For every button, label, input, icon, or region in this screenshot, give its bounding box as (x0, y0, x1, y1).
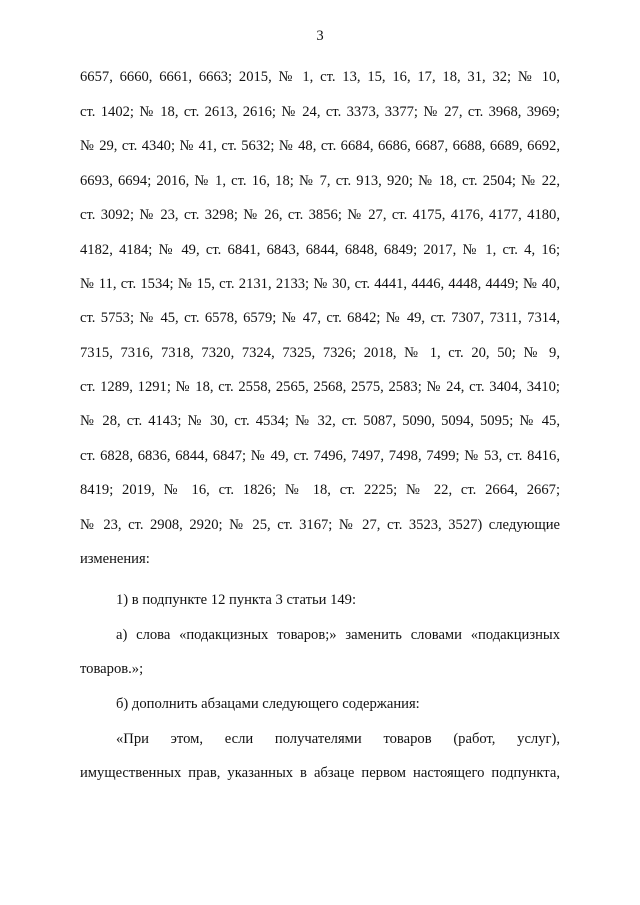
text-line: 8419; 2019, № 16, ст. 1826; № 18, ст. 2225; № 22, ст. 2664, 2667; (80, 482, 560, 498)
text-line: «При этом, если получателями товаров (работ, услуг), (116, 731, 560, 747)
text-line: 7315, 7316, 7318, 7320, 7324, 7325, 7326; 2018, № 1, ст. 20, 50; № 9, (80, 345, 560, 361)
text-line: ст. 1289, 1291; № 18, ст. 2558, 2565, 2568, 2575, 2583; № 24, ст. 3404, 3410; (80, 379, 560, 395)
text-line: товаров.»; (80, 661, 144, 677)
text-line: изменения: (80, 551, 150, 567)
text-line: № 29, ст. 4340; № 41, ст. 5632; № 48, ст. 6684, 6686, 6687, 6688, 6689, 6692, (80, 138, 560, 154)
text-line: а) слова «подакцизных товаров;» заменить словами «подакцизных (116, 627, 560, 643)
text-line: имущественных прав, указанных в абзаце первом настоящего подпункта, (80, 765, 560, 781)
text-line: ст. 5753; № 45, ст. 6578, 6579; № 47, ст. 6842; № 49, ст. 7307, 7311, 7314, (80, 310, 560, 326)
text-line: № 28, ст. 4143; № 30, ст. 4534; № 32, ст. 5087, 5090, 5094, 5095; № 45, (80, 413, 560, 429)
text-line: № 23, ст. 2908, 2920; № 25, ст. 3167; № 27, ст. 3523, 3527) следующие (80, 517, 560, 533)
text-line: ст. 3092; № 23, ст. 3298; № 26, ст. 3856; № 27, ст. 4175, 4176, 4177, 4180, (80, 207, 560, 223)
text-line: 6657, 6660, 6661, 6663; 2015, № 1, ст. 13, 15, 16, 17, 18, 31, 32; № 10, (80, 69, 560, 85)
text-line: ст. 6828, 6836, 6844, 6847; № 49, ст. 7496, 7497, 7498, 7499; № 53, ст. 8416, (80, 448, 560, 464)
text-line: № 11, ст. 1534; № 15, ст. 2131, 2133; № 30, ст. 4441, 4446, 4448, 4449; № 40, (80, 276, 560, 292)
text-line: 6693, 6694; 2016, № 1, ст. 16, 18; № 7, ст. 913, 920; № 18, ст. 2504; № 22, (80, 173, 560, 189)
text-line: ст. 1402; № 18, ст. 2613, 2616; № 24, ст. 3373, 3377; № 27, ст. 3968, 3969; (80, 104, 560, 120)
text-line: 1) в подпункте 12 пункта 3 статьи 149: (116, 592, 357, 608)
text-line: 4182, 4184; № 49, ст. 6841, 6843, 6844, 6848, 6849; 2017, № 1, ст. 4, 16; (80, 242, 560, 258)
page-number: 3 (316, 28, 324, 44)
text-line: б) дополнить абзацами следующего содержания: (116, 696, 420, 712)
